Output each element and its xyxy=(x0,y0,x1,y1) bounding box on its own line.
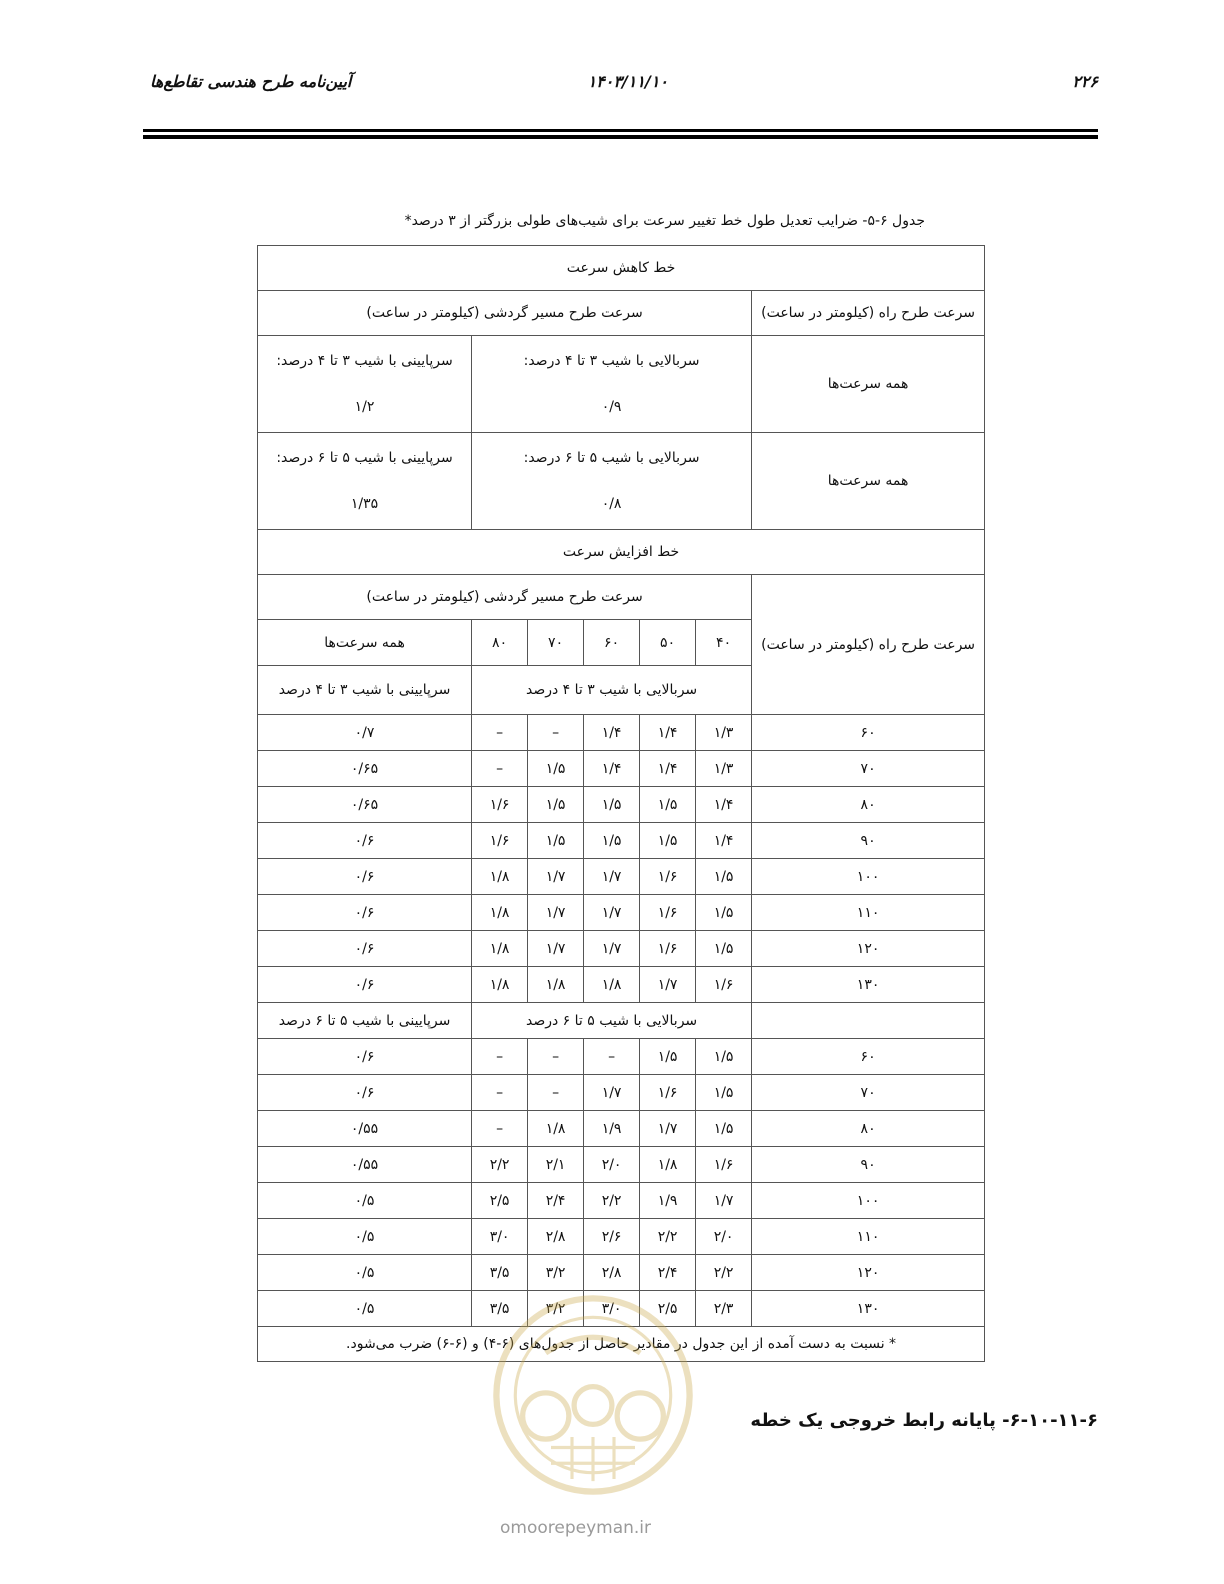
factor-cell: ۱/۷ xyxy=(640,967,696,1003)
group2-speed-blank xyxy=(752,1003,985,1039)
road-speed-cell: ۱۱۰ xyxy=(752,895,985,931)
decel-row1-up-value: ۰/۹ xyxy=(601,399,622,415)
table-row xyxy=(258,859,985,895)
table-row xyxy=(258,1111,985,1147)
decel-ramp-speed-header: سرعت طرح مسیر گردشی (کیلومتر در ساعت) xyxy=(258,291,752,336)
factor-cell: ۱/۴ xyxy=(640,751,696,787)
road-speed-cell: ۱۲۰ xyxy=(752,931,985,967)
factor-cell: ۲/۰ xyxy=(584,1147,640,1183)
road-speed-cell: ۶۰ xyxy=(752,715,985,751)
factor-cell: ۱/۷ xyxy=(696,1183,752,1219)
factor-cell: – xyxy=(472,1075,528,1111)
factor-cell: ۳/۲ xyxy=(528,1291,584,1327)
factor-cell: ۳/۰ xyxy=(472,1219,528,1255)
table-row xyxy=(258,1183,985,1219)
road-speed-cell: ۱۲۰ xyxy=(752,1255,985,1291)
decel-row2-down-value: ۱/۳۵ xyxy=(350,496,379,512)
decel-row1-up xyxy=(472,336,752,433)
road-speed-cell: ۸۰ xyxy=(752,1111,985,1147)
page-header xyxy=(150,72,1098,102)
factor-cell: ۲/۵ xyxy=(472,1183,528,1219)
factor-cell: ۱/۷ xyxy=(584,1075,640,1111)
factor-cell: ۲/۲ xyxy=(584,1183,640,1219)
factor-cell: ۱/۹ xyxy=(584,1111,640,1147)
factor-cell: ۲/۱ xyxy=(528,1147,584,1183)
road-speed-cell: ۱۳۰ xyxy=(752,1291,985,1327)
factor-cell: ۱/۵ xyxy=(696,931,752,967)
group2-up-label: سربالایی با شیب ۵ تا ۶ درصد xyxy=(472,1003,752,1039)
factor-cell: ۱/۸ xyxy=(472,931,528,967)
road-speed-cell: ۹۰ xyxy=(752,1147,985,1183)
factor-cell: ۱/۵ xyxy=(528,787,584,823)
downhill-factor-cell: ۰/۶ xyxy=(258,895,472,931)
factor-cell: ۱/۴ xyxy=(640,715,696,751)
header-title: آیین‌نامه طرح هندسی تقاطع‌ها xyxy=(150,72,352,91)
decel-row1-speed: همه سرعت‌ها xyxy=(752,336,985,433)
factor-cell: ۱/۴ xyxy=(696,823,752,859)
factor-cell: ۱/۵ xyxy=(584,787,640,823)
table-caption: جدول ۶-۵- ضرایب تعدیل طول خط تغییر سرعت برای شیب‌های طولی بزرگتر از ۳ درصد* xyxy=(404,213,925,229)
factor-cell: – xyxy=(584,1039,640,1075)
factor-cell: ۳/۲ xyxy=(528,1255,584,1291)
factor-cell: ۱/۷ xyxy=(584,895,640,931)
table-row xyxy=(258,931,985,967)
header-rule-thin xyxy=(143,129,1098,132)
downhill-factor-cell: ۰/۵۵ xyxy=(258,1147,472,1183)
accel-road-speed-header: سرعت طرح راه (کیلومتر در ساعت) xyxy=(752,575,985,715)
factor-cell: ۱/۷ xyxy=(528,931,584,967)
factor-cell: ۱/۵ xyxy=(640,787,696,823)
factor-cell: – xyxy=(472,751,528,787)
factor-cell: ۱/۸ xyxy=(640,1147,696,1183)
decel-row1-down xyxy=(258,336,472,433)
table-row xyxy=(258,1219,985,1255)
decel-row2-up-value: ۰/۸ xyxy=(601,496,622,512)
ramp-speed-70: ۷۰ xyxy=(528,620,584,666)
downhill-factor-cell: ۰/۶ xyxy=(258,859,472,895)
factor-cell: – xyxy=(472,1039,528,1075)
factor-cell: ۲/۸ xyxy=(528,1219,584,1255)
factor-cell: ۱/۵ xyxy=(696,1039,752,1075)
table-row xyxy=(258,1075,985,1111)
road-speed-cell: ۷۰ xyxy=(752,1075,985,1111)
page-number: ۲۲۶ xyxy=(1072,72,1098,91)
group1-up-label: سربالایی با شیب ۳ تا ۴ درصد xyxy=(472,666,752,715)
factor-cell: ۱/۵ xyxy=(696,895,752,931)
factor-cell: ۲/۲ xyxy=(696,1255,752,1291)
adjustment-factor-table xyxy=(257,245,985,1362)
table-row xyxy=(258,895,985,931)
factor-cell: ۱/۶ xyxy=(640,931,696,967)
downhill-factor-cell: ۰/۶ xyxy=(258,1075,472,1111)
factor-cell: ۱/۶ xyxy=(640,895,696,931)
factor-cell: ۱/۸ xyxy=(472,859,528,895)
downhill-factor-cell: ۰/۵۵ xyxy=(258,1111,472,1147)
decel-title: خط کاهش سرعت xyxy=(258,246,985,291)
downhill-factor-cell: ۰/۶۵ xyxy=(258,751,472,787)
factor-cell: ۱/۶ xyxy=(696,1147,752,1183)
factor-cell: ۱/۳ xyxy=(696,751,752,787)
downhill-factor-cell: ۰/۵ xyxy=(258,1255,472,1291)
accel-ramp-speed-header: سرعت طرح مسیر گردشی (کیلومتر در ساعت) xyxy=(258,575,752,620)
factor-cell: ۲/۵ xyxy=(640,1291,696,1327)
table-row xyxy=(258,1291,985,1327)
table-footnote: * نسبت به دست آمده از این جدول در مقادیر حاصل از جدول‌های (۶-۴) و (۶-۶) ضرب می‌شود. xyxy=(258,1327,985,1362)
road-speed-cell: ۱۰۰ xyxy=(752,1183,985,1219)
factor-cell: ۱/۵ xyxy=(528,823,584,859)
downhill-factor-cell: ۰/۶۵ xyxy=(258,787,472,823)
factor-cell: – xyxy=(472,1111,528,1147)
downhill-factor-cell: ۰/۵ xyxy=(258,1183,472,1219)
table-row xyxy=(258,787,985,823)
factor-cell: ۱/۷ xyxy=(640,1111,696,1147)
road-speed-cell: ۱۳۰ xyxy=(752,967,985,1003)
factor-cell: ۱/۵ xyxy=(640,823,696,859)
factor-cell: ۲/۶ xyxy=(584,1219,640,1255)
table-row xyxy=(258,967,985,1003)
table-row xyxy=(258,715,985,751)
ramp-speed-40: ۴۰ xyxy=(696,620,752,666)
factor-cell: ۱/۷ xyxy=(528,895,584,931)
road-speed-cell: ۱۰۰ xyxy=(752,859,985,895)
ramp-speed-50: ۵۰ xyxy=(640,620,696,666)
all-speeds-header: همه سرعت‌ها xyxy=(258,620,472,666)
road-speed-cell: ۱۱۰ xyxy=(752,1219,985,1255)
decel-row2-up xyxy=(472,433,752,530)
factor-cell: ۱/۵ xyxy=(696,859,752,895)
decel-row2-speed: همه سرعت‌ها xyxy=(752,433,985,530)
factor-cell: ۲/۸ xyxy=(584,1255,640,1291)
downhill-factor-cell: ۰/۶ xyxy=(258,967,472,1003)
road-speed-cell: ۹۰ xyxy=(752,823,985,859)
decel-road-speed-header: سرعت طرح راه (کیلومتر در ساعت) xyxy=(752,291,985,336)
factor-cell: ۱/۵ xyxy=(528,751,584,787)
accel-title: خط افزایش سرعت xyxy=(258,530,985,575)
factor-cell: – xyxy=(528,715,584,751)
factor-cell: ۱/۸ xyxy=(472,967,528,1003)
group1-down-label: سرپایینی با شیب ۳ تا ۴ درصد xyxy=(258,666,472,715)
factor-cell: – xyxy=(528,1039,584,1075)
factor-cell: ۲/۲ xyxy=(472,1147,528,1183)
factor-cell: ۲/۲ xyxy=(640,1219,696,1255)
factor-cell: ۱/۷ xyxy=(528,859,584,895)
ramp-speed-80: ۸۰ xyxy=(472,620,528,666)
factor-cell: ۱/۳ xyxy=(696,715,752,751)
decel-row1-down-label: سرپایینی با شیب ۳ تا ۴ درصد: xyxy=(276,353,453,369)
downhill-factor-cell: ۰/۶ xyxy=(258,931,472,967)
factor-cell: ۱/۶ xyxy=(696,967,752,1003)
factor-cell: ۱/۵ xyxy=(640,1039,696,1075)
factor-cell: ۱/۶ xyxy=(472,787,528,823)
factor-cell: ۱/۵ xyxy=(696,1075,752,1111)
factor-cell: ۱/۷ xyxy=(584,859,640,895)
factor-cell: ۱/۸ xyxy=(528,1111,584,1147)
road-speed-cell: ۷۰ xyxy=(752,751,985,787)
factor-cell: ۲/۴ xyxy=(528,1183,584,1219)
factor-cell: ۳/۵ xyxy=(472,1291,528,1327)
ramp-speed-60: ۶۰ xyxy=(584,620,640,666)
road-speed-cell: ۶۰ xyxy=(752,1039,985,1075)
factor-cell: ۲/۰ xyxy=(696,1219,752,1255)
factor-cell: ۱/۴ xyxy=(696,787,752,823)
factor-cell: ۱/۸ xyxy=(584,967,640,1003)
decel-row2-down-label: سرپایینی با شیب ۵ تا ۶ درصد: xyxy=(276,450,453,466)
factor-cell: – xyxy=(472,715,528,751)
factor-cell: ۱/۶ xyxy=(640,859,696,895)
factor-cell: ۱/۸ xyxy=(472,895,528,931)
table-row xyxy=(258,751,985,787)
table-row xyxy=(258,1039,985,1075)
downhill-factor-cell: ۰/۶ xyxy=(258,823,472,859)
decel-row1-down-value: ۱/۲ xyxy=(354,399,375,415)
factor-cell: ۱/۵ xyxy=(584,823,640,859)
table-row xyxy=(258,823,985,859)
factor-cell: ۱/۷ xyxy=(584,931,640,967)
factor-cell: ۱/۵ xyxy=(696,1111,752,1147)
header-rule-thick xyxy=(143,135,1098,139)
factor-cell: ۲/۴ xyxy=(640,1255,696,1291)
factor-cell: ۲/۳ xyxy=(696,1291,752,1327)
header-date: ۱۴۰۳/۱۱/۱۰ xyxy=(587,72,668,91)
downhill-factor-cell: ۰/۵ xyxy=(258,1219,472,1255)
factor-cell: ۱/۴ xyxy=(584,715,640,751)
downhill-factor-cell: ۰/۶ xyxy=(258,1039,472,1075)
factor-cell: ۱/۶ xyxy=(640,1075,696,1111)
factor-cell: ۳/۵ xyxy=(472,1255,528,1291)
decel-row1-up-label: سربالایی با شیب ۳ تا ۴ درصد: xyxy=(523,353,700,369)
group2-down-label: سرپایینی با شیب ۵ تا ۶ درصد xyxy=(258,1003,472,1039)
factor-cell: ۱/۴ xyxy=(584,751,640,787)
factor-cell: ۱/۹ xyxy=(640,1183,696,1219)
decel-row2-up-label: سربالایی با شیب ۵ تا ۶ درصد: xyxy=(523,450,700,466)
factor-cell: – xyxy=(528,1075,584,1111)
table-row xyxy=(258,1255,985,1291)
section-heading: ۶-۱۰-۱۱-۶- پایانه رابط خروجی یک خطه xyxy=(750,1410,1098,1431)
downhill-factor-cell: ۰/۵ xyxy=(258,1291,472,1327)
table-row xyxy=(258,1147,985,1183)
decel-row2-down xyxy=(258,433,472,530)
factor-cell: ۱/۸ xyxy=(528,967,584,1003)
watermark-url: omoorepeyman.ir xyxy=(500,1518,652,1538)
factor-cell: ۳/۰ xyxy=(584,1291,640,1327)
factor-cell: ۱/۶ xyxy=(472,823,528,859)
road-speed-cell: ۸۰ xyxy=(752,787,985,823)
downhill-factor-cell: ۰/۷ xyxy=(258,715,472,751)
